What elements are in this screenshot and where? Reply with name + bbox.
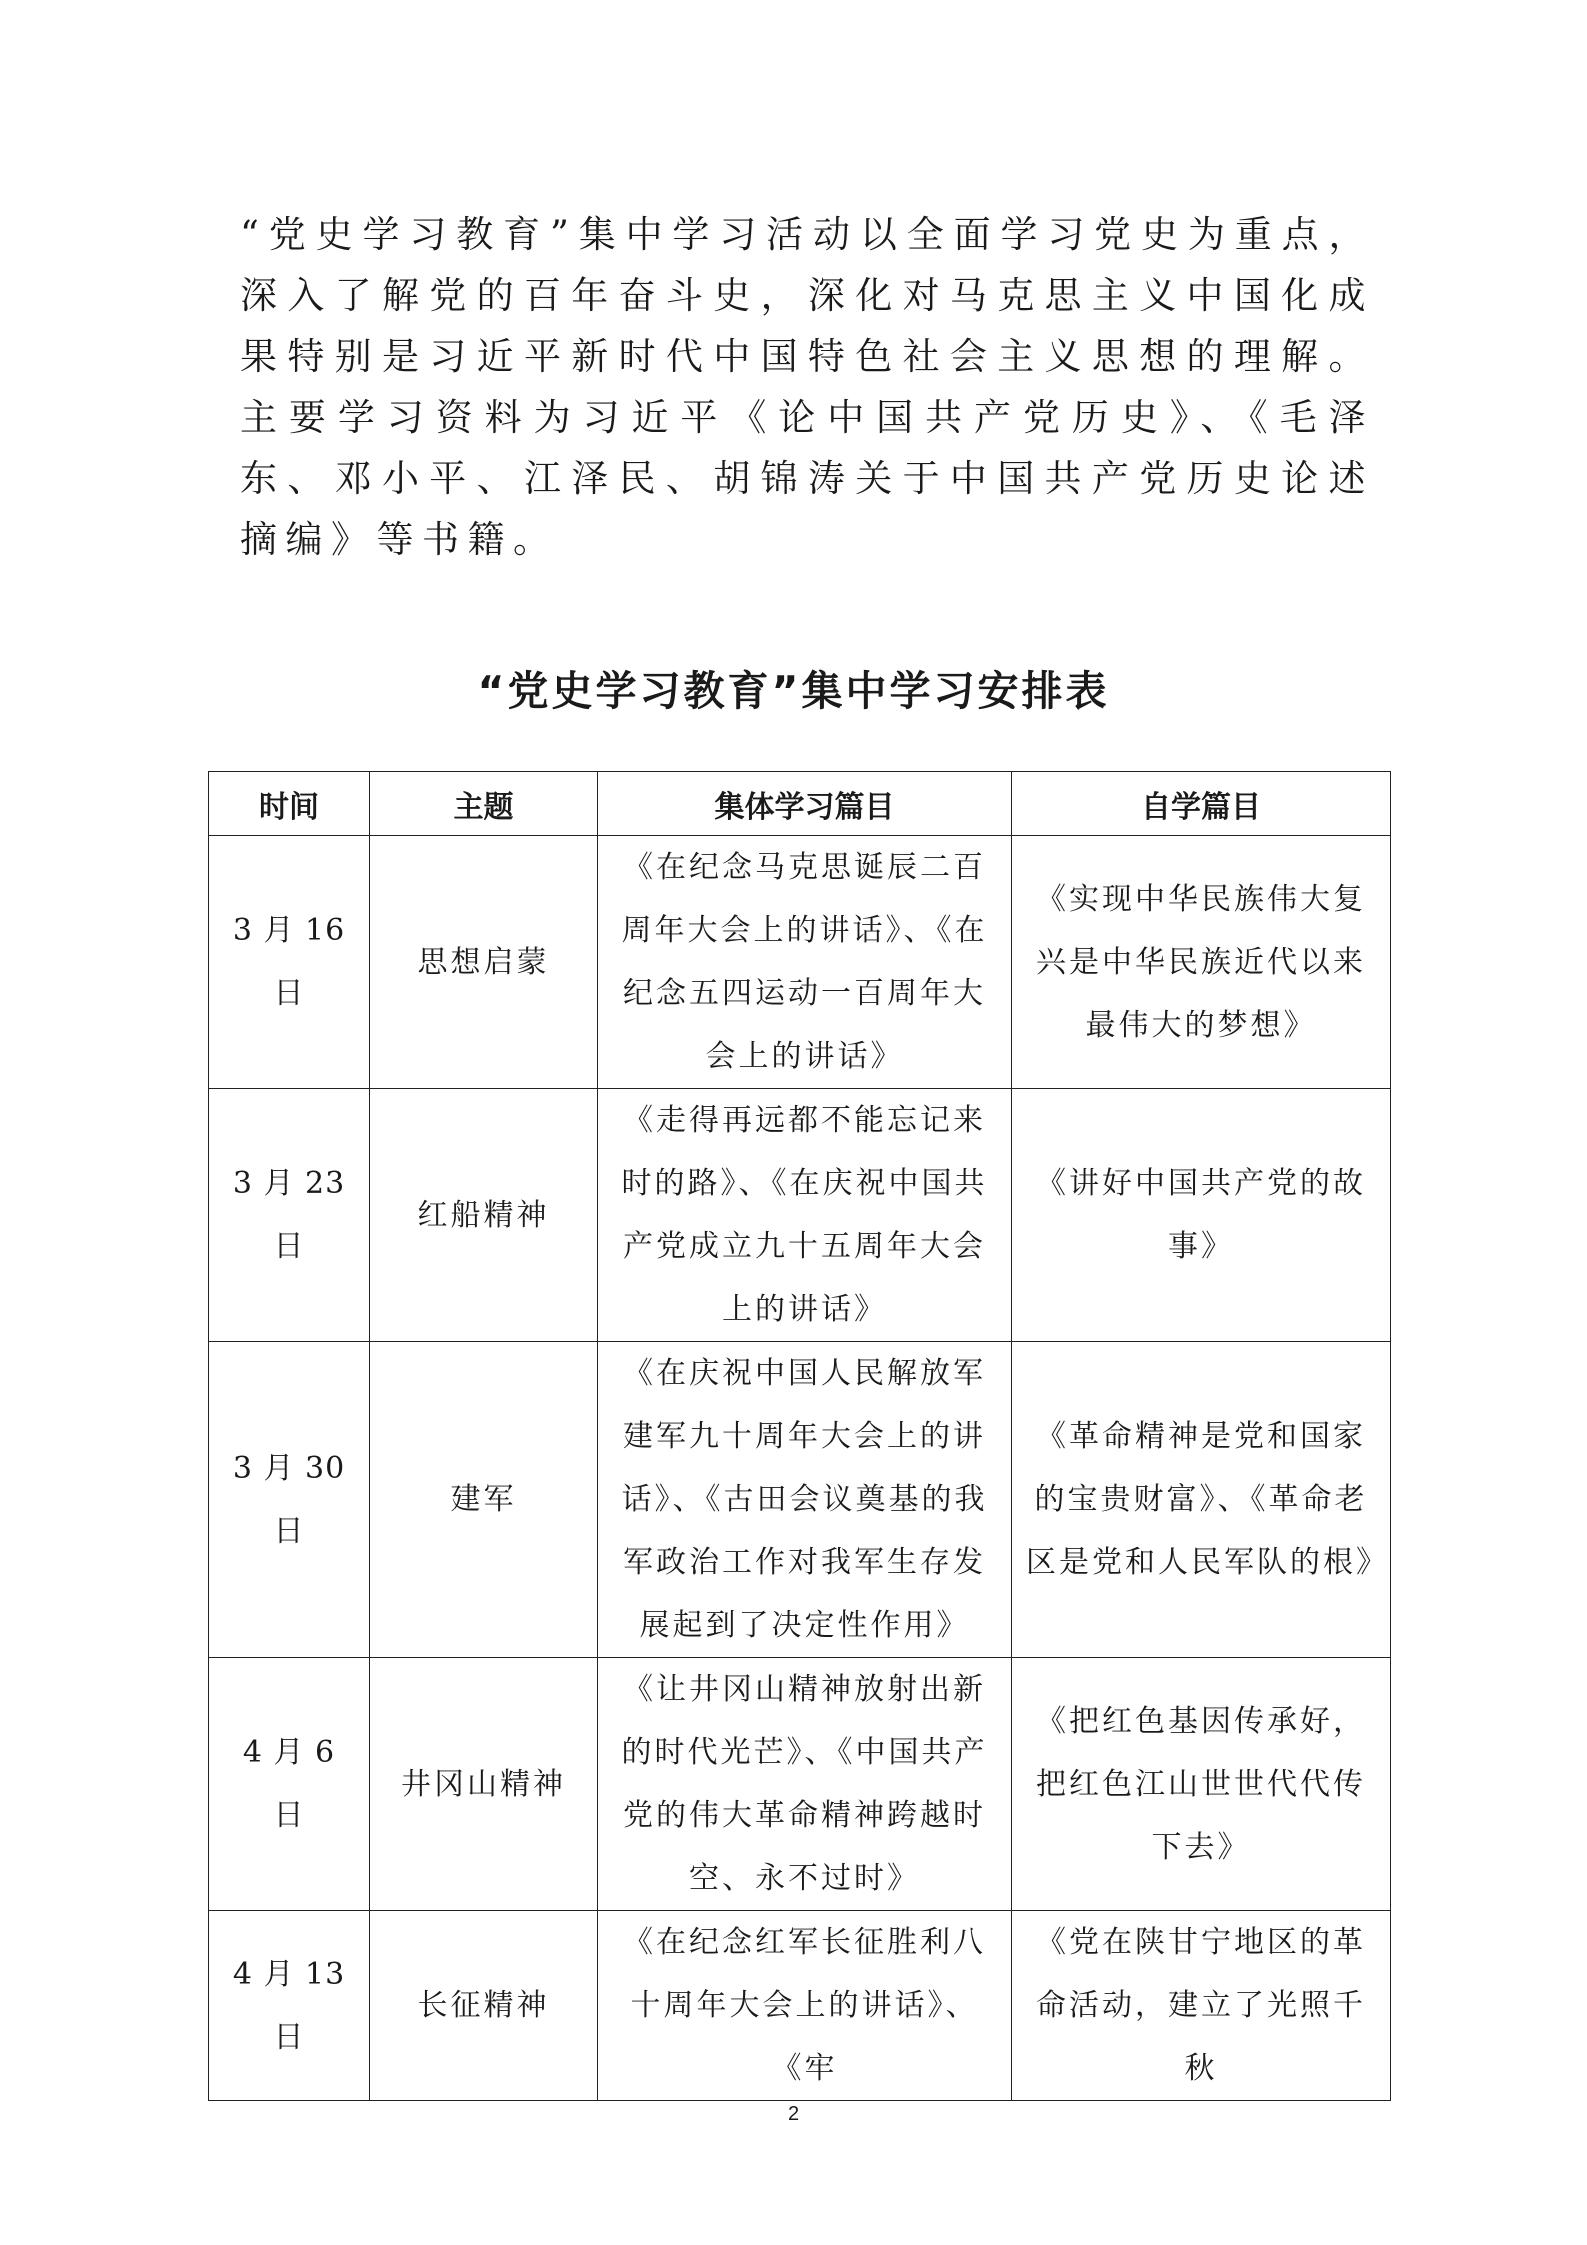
row-collective: 《在纪念马克思诞辰二百周年大会上的讲话》、《在纪念五四运动一百周年大会上的讲话》 [598, 836, 1012, 1089]
row-self-study: 《党在陕甘宁地区的革命活动，建立了光照千秋 [1012, 1911, 1391, 2101]
page-number: 2 [787, 2103, 800, 2125]
table-title: “党史学习教育”集中学习安排表 [477, 667, 1110, 715]
row-self-study: 《把红色基因传承好，把红色江山世世代代传下去》 [1012, 1658, 1391, 1911]
row-date: 3 月 23 日 [209, 1089, 370, 1342]
row-self-study: 《讲好中国共产党的故事》 [1012, 1089, 1391, 1342]
row-theme: 井冈山精神 [370, 1658, 598, 1911]
header-collective: 集体学习篇目 [598, 772, 1012, 836]
table-header-row [209, 772, 1391, 836]
row-date: 3 月 16 日 [209, 836, 370, 1089]
row-theme: 建军 [370, 1342, 598, 1658]
row-date: 4 月 13 日 [209, 1911, 370, 2101]
table-row [209, 1911, 1391, 2101]
header-self-study: 自学篇目 [1012, 772, 1391, 836]
row-date: 3 月 30 日 [209, 1342, 370, 1658]
table-row [209, 836, 1391, 1089]
row-theme: 思想启蒙 [370, 836, 598, 1089]
header-theme: 主题 [370, 772, 598, 836]
table-row [209, 1658, 1391, 1911]
row-collective: 《在纪念红军长征胜利八十周年大会上的讲话》、《牢 [598, 1911, 1012, 2101]
row-theme: 长征精神 [370, 1911, 598, 2101]
row-self-study: 《革命精神是党和国家的宝贵财富》、《革命老区是党和人民军队的根》 [1012, 1342, 1391, 1658]
row-theme: 红船精神 [370, 1089, 598, 1342]
row-self-study: 《实现中华民族伟大复兴是中华民族近代以来最伟大的梦想》 [1012, 836, 1391, 1089]
row-date: 4 月 6 日 [209, 1658, 370, 1911]
intro-paragraph: “党史学习教育”集中学习活动以全面学习党史为重点，深入了解党的百年奋斗史，深化对马克思主义中国化成果特别是习近平新时代中国特色社会主义思想的理解。主要学习资料为习近平《论中国共产党历史》、《毛泽东、邓小平、江泽民、胡锦涛关于中国共产党历史论述摘编》等书籍。 [240, 213, 1374, 561]
header-time: 时间 [209, 772, 370, 836]
table-row [209, 1342, 1391, 1658]
row-collective: 《让井冈山精神放射出新的时代光芒》、《中国共产党的伟大革命精神跨越时空、永不过时》 [598, 1658, 1012, 1911]
row-collective: 《在庆祝中国人民解放军建军九十周年大会上的讲话》、《古田会议奠基的我军政治工作对我军生存发展起到了决定性作用》 [598, 1342, 1012, 1658]
study-schedule-table [208, 771, 1391, 2101]
row-collective: 《走得再远都不能忘记来时的路》、《在庆祝中国共产党成立九十五周年大会上的讲话》 [598, 1089, 1012, 1342]
table-row [209, 1089, 1391, 1342]
